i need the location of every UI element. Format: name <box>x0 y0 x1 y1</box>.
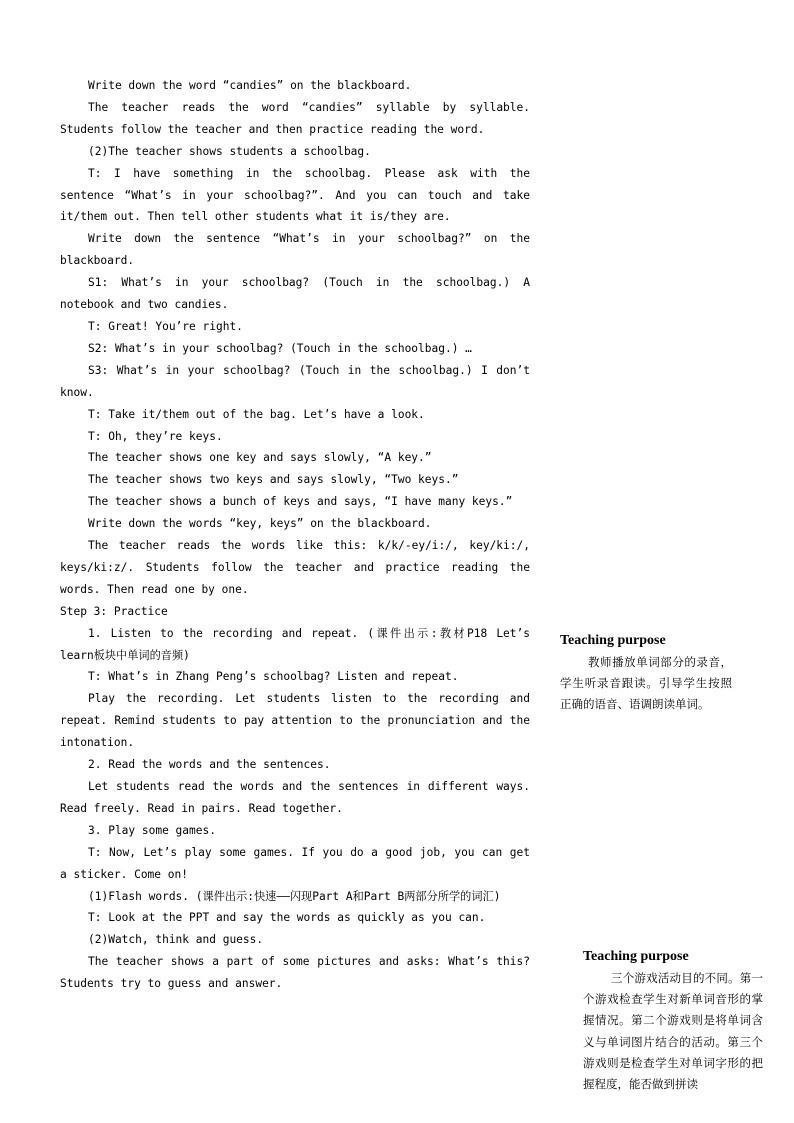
note-text: 三个游戏活动目的不同。第一个游戏检查学生对新单词音形的掌握情况。第二个游戏则是将单词含义与单词图片结合的活动。第三个游戏则是检查学生对单词字形的把握程度，能否做到拼读 <box>583 971 763 1092</box>
lesson-paragraph: T: Take it/them out of the bag. Let’s have a look. <box>88 407 425 421</box>
lesson-paragraph: Write down the words “key, keys” on the blackboard. <box>88 517 432 531</box>
teaching-purpose-note-1 <box>560 631 732 716</box>
lesson-paragraph: Write down the word “candies” on the blackboard. <box>88 79 412 92</box>
lesson-paragraph: The teacher shows two keys and says slowly, “Two keys.” <box>88 473 459 487</box>
lesson-paragraph: S3: What’s in your schoolbag? (Touch in the schoolbag.) I don’t know. <box>60 363 530 399</box>
lesson-paragraph: The teacher shows a part of some pictures and asks: What’s this? Students try to guess and answer. <box>60 955 530 991</box>
lesson-paragraph: The teacher reads the word “candies” syllable by syllable. Students follow the teacher and then practice reading the word. <box>60 100 530 136</box>
lesson-paragraph: T: I have something in the schoolbag. Please ask with the sentence “What’s in your schoolbag?”. And you can touch and take it/them out. Then tell other students what it is/they are. <box>60 166 530 224</box>
lesson-paragraph: T: Oh, they’re keys. <box>88 429 223 443</box>
lesson-paragraph: (1)Flash words. (课件出示:快速——闪现Part A和Part B两部分所学的词汇) <box>88 889 501 903</box>
lesson-paragraph: Write down the sentence “What’s in your schoolbag?” on the blackboard. <box>60 232 530 268</box>
lesson-paragraph: T: Now, Let’s play some games. If you do a good job, you can get a sticker. Come on! <box>60 845 530 881</box>
lesson-paragraph: S2: What’s in your schoolbag? (Touch in the schoolbag.) … <box>88 341 472 355</box>
lesson-paragraph: 1. Listen to the recording and repeat. (课件出示:教材P18 Let’s learn板块中单词的音频) <box>60 626 530 662</box>
lesson-paragraph: Let students read the words and the sentences in different ways. Read freely. Read in pairs. Read together. <box>60 780 530 815</box>
lesson-paragraph: Step 3: Practice <box>60 604 168 618</box>
lesson-paragraph: 2. Read the words and the sentences. <box>88 758 331 772</box>
lesson-paragraph: (2)Watch, think and guess. <box>88 933 264 947</box>
lesson-paragraph: T: Look at the PPT and say the words as quickly as you can. <box>88 911 486 925</box>
note-text: 教师播放单词部分的录音，学生听录音跟读。引导学生按照正确的语音、语调朗读单词。 <box>560 655 732 712</box>
lesson-paragraph: S1: What’s in your schoolbag? (Touch in the schoolbag.) A notebook and two candies. <box>60 276 530 312</box>
note-heading: Teaching purpose <box>583 949 689 964</box>
lesson-paragraph: T: Great! You’re right. <box>88 319 243 333</box>
note-heading: Teaching purpose <box>560 633 666 648</box>
lesson-paragraph: The teacher shows one key and says slowly, “A key.” <box>88 451 432 465</box>
lesson-paragraph: The teacher reads the words like this: k/k/-ey/i:/, key/ki:/, keys/ki:z/. Students follow the teacher and practice reading the words. Then read one by one. <box>60 539 530 596</box>
lesson-paragraph: 3. Play some games. <box>88 823 216 837</box>
teaching-purpose-note-2 <box>583 947 763 1095</box>
lesson-body <box>60 75 530 995</box>
lesson-paragraph: (2)The teacher shows students a schoolbag. <box>88 144 371 158</box>
lesson-paragraph: Play the recording. Let students listen to the recording and repeat. Remind students to pay attention to the pronunciation and the intonation. <box>60 692 530 750</box>
lesson-paragraph: The teacher shows a bunch of keys and says, “I have many keys.” <box>88 495 513 509</box>
lesson-paragraph: T: What’s in Zhang Peng’s schoolbag? Listen and repeat. <box>88 670 459 684</box>
